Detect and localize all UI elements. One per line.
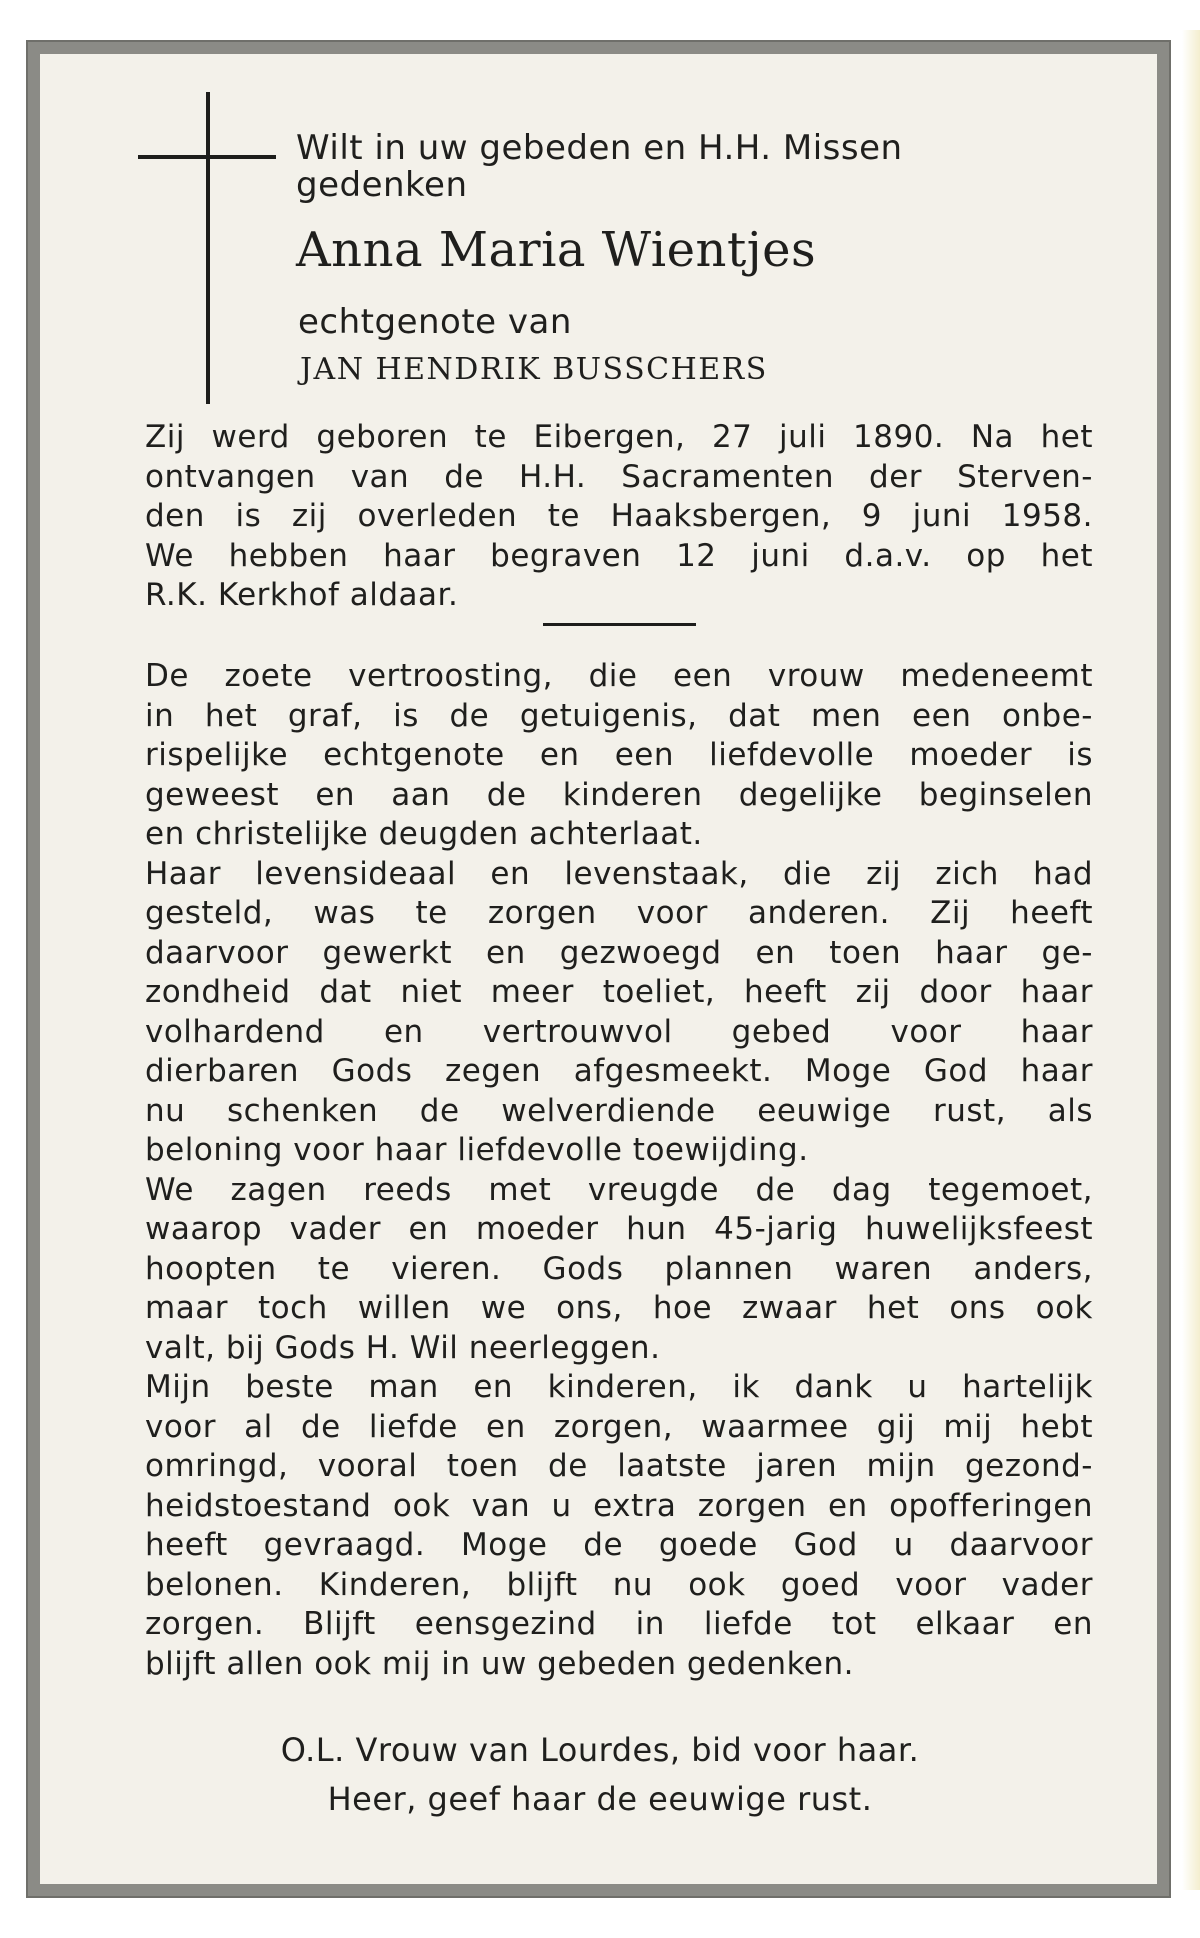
text-line: blijft allen ook mij in uw gebeden gedenken. [145,1645,854,1682]
text-line: rispelijke echtgenote en een liefdevolle moeder is [145,737,1093,773]
text-line: voor al de liefde en zorgen, waarmee gij mij hebt [145,1408,1093,1445]
text-line: beloning voor haar liefdevolle toewijding. [145,1132,809,1168]
text-line: gesteld, was te zorgen voor anderen. Zij heeft [145,895,1093,931]
divider-line [543,623,696,626]
cross-icon-horizontal [138,155,276,159]
biography-line: den is zij overleden te Haaksbergen, 9 juni 1958. [145,498,1093,534]
intro-line-2: gedenken [296,165,468,205]
text-line: heidstoestand ook van u extra zorgen en opofferingen [145,1487,1093,1524]
text-line: belonen. Kinderen, blijft nu ook goed voor vader [145,1566,1093,1603]
text-line: omringd, vooral toen de laatste jaren mijn gezond- [145,1448,1093,1484]
biography-line: Zij werd geboren te Eibergen, 27 juli 1890. Na het [145,419,1093,455]
biography-line: R.K. Kerkhof aldaar. [145,577,459,613]
text-line: zorgen. Blijft eensgezind in liefde tot elkaar en [145,1606,1093,1642]
biography-line: ontvangen van de H.H. Sacramenten der Sterven- [145,458,1093,495]
text-line: daarvoor gewerkt en gezwoegd en toen haar ge- [145,934,1093,971]
text-line: Haar levensideaal en levenstaak, die zij zich had [145,855,1093,892]
text-line: hoopten te vieren. Gods plannen waren anders, [145,1250,1093,1287]
biography-line: We hebben haar begraven 12 juni d.a.v. op het [145,537,1093,574]
closing-prayer-2: Heer, geef haar de eeuwige rust. [327,1780,873,1818]
text-line: heeft gevraagd. Moge de goede God u daarvoor [145,1527,1093,1563]
deceased-name: Anna Maria Wientjes [296,222,817,278]
relation-label: echtgenote van [298,302,572,342]
closing-prayer-1: O.L. Vrouw van Lourdes, bid voor haar. [280,1731,920,1769]
text-line: zondheid dat niet meer toeliet, heeft zij door haar [145,974,1093,1010]
cross-icon-vertical [206,92,210,404]
text-line: We zagen reeds met vreugde de dag tegemoet, [145,1171,1093,1208]
spouse-name: JAN HENDRIK BUSSCHERS [300,352,768,387]
text-line: dierbaren Gods zegen afgesmeekt. Moge God haar [145,1053,1093,1089]
scan-edge [1182,30,1200,1890]
text-line: Mijn beste man en kinderen, ik dank u hartelijk [145,1369,1093,1405]
text-line: en christelijke deugden achterlaat. [145,816,703,852]
text-line: waarop vader en moeder hun 45-jarig huwelijksfeest [145,1211,1093,1247]
text-line: volhardend en vertrouwvol gebed voor haar [145,1013,1093,1050]
text-line: De zoete vertroosting, die een vrouw medeneemt [145,658,1093,694]
intro-line-1: Wilt in uw gebeden en H.H. Missen [296,128,903,168]
biography [145,418,1093,616]
text-line: geweest en aan de kinderen degelijke beginselen [145,776,1093,813]
text-line: nu schenken de welverdiende eeuwige rust, als [145,1092,1093,1129]
memorial-text [145,657,1093,1684]
text-line: valt, bij Gods H. Wil neerleggen. [145,1329,661,1366]
text-line: maar toch willen we ons, hoe zwaar het ons ook [145,1290,1093,1326]
text-line: in het graf, is de getuigenis, dat men een onbe- [145,697,1093,734]
